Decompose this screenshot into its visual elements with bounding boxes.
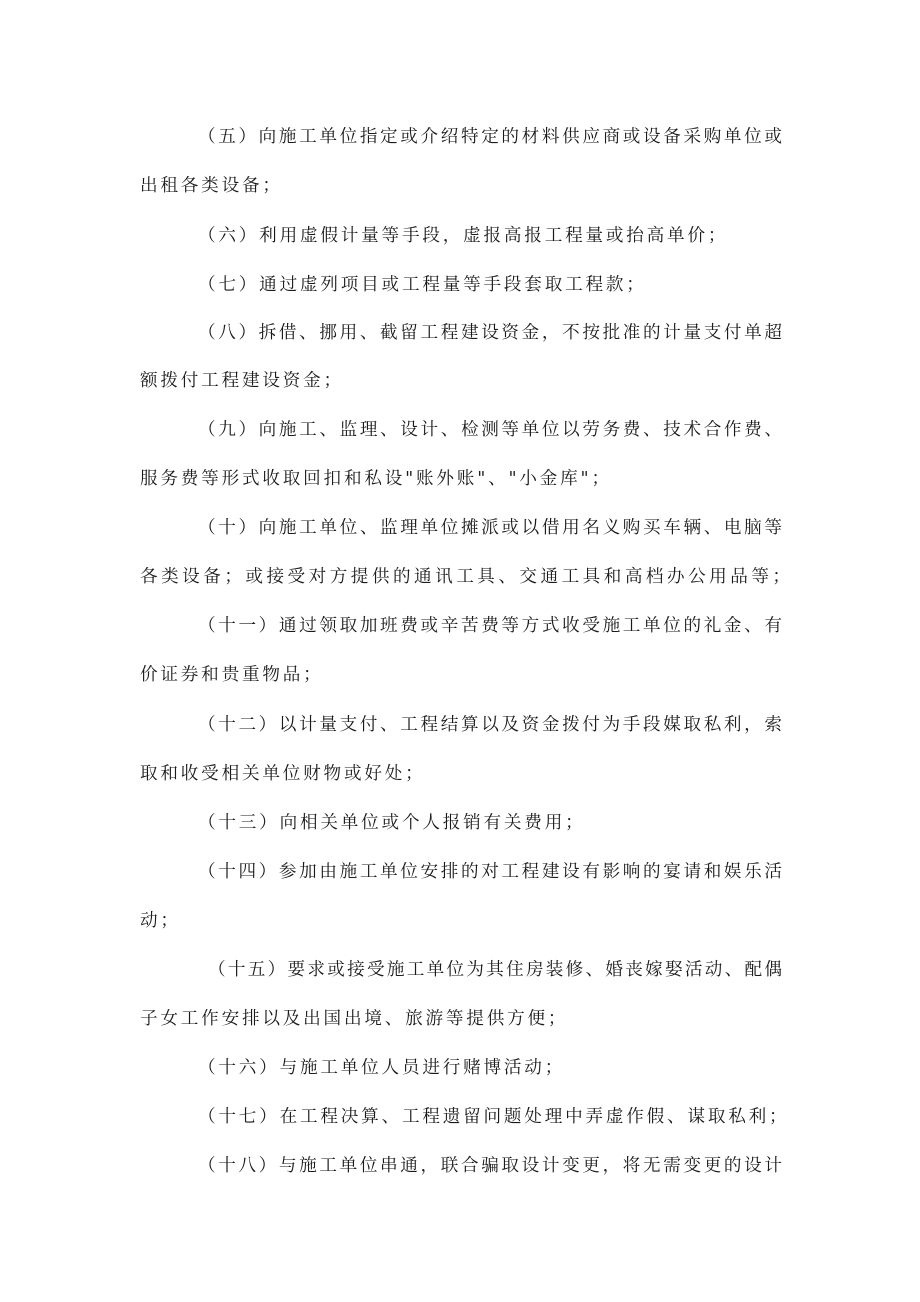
- paragraph-item-13-line-1: （十三）向相关单位或个人报销有关费用；: [198, 813, 586, 833]
- paragraph-item-6-line-1: （六）利用虚假计量等手段，虚报高报工程量或抬高单价；: [198, 226, 729, 246]
- paragraph-item-17-line-1: （十七）在工程决算、工程遗留问题处理中弄虚作假、谋取私利；: [198, 1107, 790, 1127]
- paragraph-item-10-line-2: 各类设备；或接受对方提供的通讯工具、交通工具和高档办公用品等；: [140, 567, 790, 587]
- paragraph-item-14-line-1: （十四）参加由施工单位安排的对工程建设有影响的宴请和娱乐活: [198, 862, 782, 882]
- paragraph-item-9-line-1: （九）向施工、监理、设计、检测等单位以劳务费、技术合作费、: [198, 420, 782, 440]
- paragraph-item-11-line-2: 价证券和贵重物品；: [140, 665, 324, 685]
- paragraph-item-15-line-2: 子女工作安排以及出国出境、旅游等提供方便；: [140, 1009, 569, 1029]
- paragraph-item-14-line-2: 动；: [140, 911, 181, 931]
- paragraph-item-5-line-1: （五）向施工单位指定或介绍特定的材料供应商或设备采购单位或: [198, 127, 782, 147]
- paragraph-item-9-line-2: 服务费等形式收取回扣和私设"账外账"、"小金库"；: [140, 469, 612, 489]
- paragraph-item-12-line-1: （十二）以计量支付、工程结算以及资金拨付为手段媒取私利，索: [198, 715, 782, 735]
- paragraph-item-10-line-1: （十）向施工单位、监理单位摊派或以借用名义购买车辆、电脑等: [198, 518, 782, 538]
- paragraph-item-15-line-1: （十五）要求或接受施工单位为其住房装修、婚丧嫁娶活动、配偶: [208, 960, 782, 980]
- paragraph-item-7-line-1: （七）通过虚列项目或工程量等手段套取工程款；: [198, 275, 647, 295]
- paragraph-item-16-line-1: （十六）与施工单位人员进行赌博活动；: [198, 1058, 566, 1078]
- paragraph-item-18-line-1: （十八）与施工单位串通，联合骗取设计变更，将无需变更的设计: [198, 1156, 782, 1176]
- paragraph-item-11-line-1: （十一）通过领取加班费或辛苦费等方式收受施工单位的礼金、有: [198, 616, 782, 636]
- paragraph-item-5-line-2: 出租各类设备；: [140, 176, 283, 196]
- paragraph-item-8-line-2: 额拨付工程建设资金；: [140, 371, 344, 391]
- paragraph-item-12-line-2: 取和收受相关单位财物或好处；: [140, 764, 426, 784]
- paragraph-item-8-line-1: （八）拆借、挪用、截留工程建设资金，不按批准的计量支付单超: [198, 323, 782, 343]
